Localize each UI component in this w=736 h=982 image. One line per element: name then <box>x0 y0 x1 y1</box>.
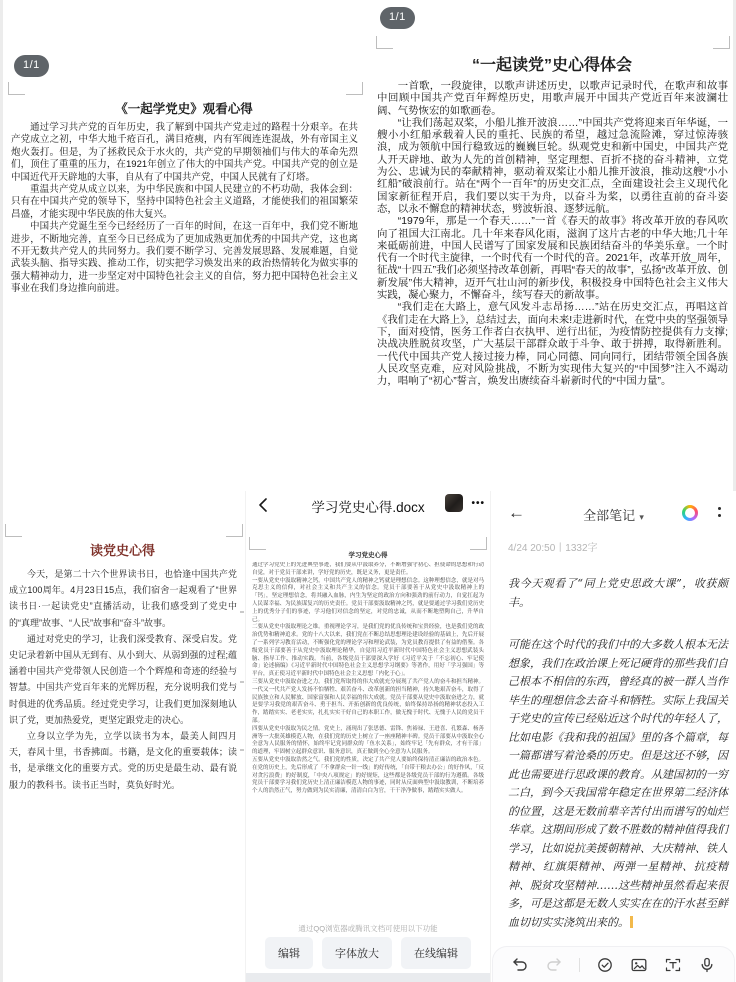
doc-preview <box>252 550 484 908</box>
text-style-icon[interactable] <box>664 957 682 973</box>
paragraph: 通过学习党史上的先进典型事迹，我们要从中汲取养分，不断增强守初心、担使命的思想和行动自觉，对于党员干部来讲，学好党的历史，既是义务，更是责任。 <box>252 562 484 576</box>
page-title: “一起读党”史心得体会 <box>471 57 632 74</box>
page-photo-read-notes <box>368 0 736 491</box>
note-body[interactable] <box>508 575 728 932</box>
paragraph: 通过对党史的学习，让我们深受教育、深受启发。党史记录着新中国从无到有、从小到大、从弱到强的过程;蕴涵着中国共产党带领人民创造一个个辉煌和奇迹的经验与智慧。中国共产党百年来的光辉历程，充分说明我们党与时俱进的优秀品质。经过党史学习，让我们更加深刻地认识了党，更加热爱党，更坚定跟党走的决心。 <box>9 633 237 725</box>
toolbar-divider <box>579 958 580 972</box>
crop-corner-icon <box>376 36 393 49</box>
paragraph: 通过学习共产党的百年历史，我了解到中国共产党走过的路程十分艰辛。在共产党成立之初，中华大地千疮百孔，满目疮痍，内有军阀连连混战，外有帝国主义炮火轰打。但是，为了拯救民众于水火的，共产党的早期领袖们与伟大的革命先烈们，顶住了重重的压力，在1921年创立了伟大的中国共产党。中国共产党的创立是中国近代开天辟地的大事，自从有了中国共产党，中国人民就有了灯塔。 <box>11 122 358 183</box>
page-count-badge: 1/1 <box>14 55 49 77</box>
paragraph: “我们走在大路上，意气风发斗志昂扬……”站在历史交汇点，再唱这首《我们走在大路上》，总结过去，面向未来!走进新时代，在党中央的坚强领导下，面对疫情，医务工作者白衣执甲、逆行出征，为疫情防控提供有力支撑;决战决胜脱贫攻坚，广大基层干部群众敢于斗争、敢于拼搏，取得新胜利。一代代中国共产党人接过接力棒，同心同德、同向同行，团结带领全国各族人民攻坚克难，应对风险挑战，不断为实现伟大复兴的“中国梦”注入不竭动力，唱响了“初心”誓言，焕发出赓续奋斗崭新时代的“中国力量”。 <box>377 302 728 388</box>
text-cursor <box>630 916 633 928</box>
doc-inner-title: 学习党史心得 <box>348 552 388 559</box>
page-count-badge: 1/1 <box>380 7 415 29</box>
page-edge-tick <box>240 611 244 613</box>
folder-label: 全部笔记 <box>583 509 636 524</box>
paragraph: 一要从党史中汲取精神之钙。中国共产党人的精神之钙就是理想信念。这种理想信念，就是对马克思主义的信仰，对社会主义和共产主义的信念。党员干部要善于从党史中汲取精神上的「钙」，坚定理想信念，将其融入血脉，内生为坚定的政治方向和强劲的前行动力，自觉扛起为人民谋幸福、为民族谋复兴的历史责任。党员干部要汲取精神之钙，就是要通过学习我们党历史上的优秀分子们的事迹，学习他们对信念的坚定，对党的忠诚，从而不断地塑陶自己，升华自己。 <box>252 577 484 623</box>
notes-header <box>491 503 736 527</box>
redo-icon[interactable] <box>545 957 563 973</box>
page-title: 《一起学党史》观看心得 <box>115 102 253 116</box>
viewer-button-row <box>246 937 490 969</box>
doc-viewer-header <box>246 491 490 525</box>
edit-button[interactable]: 编辑 <box>265 937 313 969</box>
crop-corner-icon <box>5 524 22 537</box>
crop-corner-icon <box>713 36 730 49</box>
paragraph: 三要从党史中汲取奋进之力。我们党所取得的伟大成就充分展现了共产党人的奋斗和担当精神。一代又一代共产党人发扬不怕牺牲、艰苦奋斗、改革创新的担当精神，持久地艰苦奋斗，取得了民族独立和人民解放、国家富强和人民幸福的伟大成就。党员干部要从党史中汲取奋进之力，就是要学习我党的艰苦奋斗、勇于担当、开拓创新的优良传统，始终保持昂扬的精神状态投入工作，踏踏实实、老老实实，扎扎实实干好自己的本职工作，做无愧于时代、无愧于人民的党员干部。 <box>252 678 484 724</box>
back-arrow-icon[interactable]: ← <box>508 503 525 522</box>
chevron-down-icon: ▾ <box>639 513 644 523</box>
page-photo-watch-notes <box>0 0 368 491</box>
page-photo-reading-reflection <box>0 491 245 982</box>
paragraph: “让我们荡起双桨，小船儿推开波浪……”中国共产党将迎来百年华诞，一艘小小红船承载着人民的重托、民族的希望，越过急流险滩，穿过惊涛骇浪，成为领航中国行稳致远的巍巍巨轮。纵观党史和新中国史，中国共产党人开天辟地、敢为人先的首创精神，坚定理想、百折不挠的奋斗精神，立党为公、忠诚为民的奉献精神，驱动着双桨让小船儿推开波浪，推动这艘“小小红船”破浪前行。站在“两个一百年”的历史交汇点，全面建设社会主义现代化国家新征程开启，我们要以实干为舟，以奋斗为桨，以勇往直前的奋斗姿态，以永不懈怠的精神状态，劈波斩浪、逐梦远航。 <box>377 117 728 215</box>
doc-viewer-app <box>245 491 490 982</box>
notes-app <box>490 491 736 982</box>
paragraph: “1979年，那是一个春天……”一首《春天的故事》将改革开放的春风吹向了祖国大江南北。几十年来春风化雨，滋润了这片古老的中华大地;几十年来砥砺前进，中国人民谱写了国家发展和民族团结奋斗的华美乐章。一个时代有一个时代主旋律，一个时代有一个时代的音。2021年，改革开放_周年，征战“十四五”我们必须坚持改革创新，再唱“春天的故事”，弘扬“改革开放、创新发展”伟大精神，迈开气壮山河的新步伐，积极投身中国特色社会主义伟大实践，凝心聚力，不懈奋斗，续写春天的新故事。 <box>377 216 728 302</box>
feature-hint-text: 通过QQ浏览器或腾讯文档可使用以下功能 <box>298 924 438 933</box>
paragraph: 我今天观看了“同上党史思政大课”，收获颇丰。 <box>508 577 728 609</box>
paragraph: 五要从党史中汲取浩然之气。我们党的性质，决定了共产党人要始终保持清正廉洁的政治本色。在党的历史上，先后形成了「不拿群众一针一线」的好传统，「自带干粮去办公」的好作风，「反对贪污浪费」的好制度，「中央八项规定」的好规矩，这些都是各级党员干部的行为遵循。各级党员干部要学习我们党历史上清正廉洁模范人物的事迹，同时从反面典型中汲取教训，不断培养个人的浩然正气，努力做到为民实清廉，清清白白为官，干干净净做事，踏踏实实做人。 <box>252 756 484 795</box>
font-zoom-button[interactable]: 字体放大 <box>322 937 392 969</box>
page-body <box>0 117 368 296</box>
crop-corner-icon <box>226 524 243 537</box>
paragraph: 可能在这个时代的我们中的大多数人根本无法想象，我们在政治课上死记硬背的那些我们自己根本不相信的东西，曾经真的被一群人当作毕生的理想信念去奋斗和牺牲。实际上我国关于党史的宣传已经贴近这个时代的年轻人了，比如电影《我和我的祖国》里的各个篇章，每一篇都谱写着沧桑的历史。但是这还不够，因此也需要进行思政课的教育。从建国初的一穷二白，到今天我国常年稳定在世界第二经济体的位置，这是无数前辈辛苦付出而谱写的灿烂华章。这期间形成了数不胜数的精神值得我们学习，比如说抗美援朝精神、大庆精神、铁人精神、红旗渠精神、两弹一星精神、抗疫精神、脱贫攻坚精神……这些精神虽然看起来很多，可是这都是无数人实实在在的汗水甚至鲜血切切实实浇筑出来的。 <box>508 638 728 929</box>
undo-icon[interactable] <box>511 957 529 973</box>
notes-folder-dropdown[interactable] <box>491 505 736 524</box>
note-meta: 4/24 20:50丨1332字 <box>508 543 598 554</box>
paragraph: 立身以立学为先，立学以读书为本，最美人间四月天，春风十里，书香拂面。书籍，是文化的重要载体；读书，是承继文化的重要方式。党的历史是最生动、最有说服力的教科书。读书正当时，莫负好时光。 <box>9 731 237 790</box>
crop-corner-icon <box>470 537 487 550</box>
paragraph: 中国共产党诞生至今已经经历了一百年的时间，在这一百年中，我们党不断地进步，不断地完善，直至今日已经成为了更加成熟更加优秀的中国共产党，这也离不开无数共产党人的共同努力。我们要不断学习、完善发展思路、发展难题，自觉武装头脑、指导实践、推动工作，切实把学习焕发出来的政治热情转化为做实事的强大精神动力，进一步坚定对中国特色社会主义的自信，努力把中国特色社会主义事业在我们身边推向前进。 <box>11 221 358 295</box>
page-body <box>0 559 245 793</box>
page-body <box>368 75 736 388</box>
image-icon[interactable] <box>630 957 648 973</box>
doc-thumbnail[interactable] <box>445 494 463 512</box>
crop-corner-icon <box>346 82 363 95</box>
doc-preview-body <box>252 562 484 908</box>
crop-corner-icon <box>8 82 25 95</box>
page-edge-tick <box>240 681 244 683</box>
more-menu-icon[interactable]: ••• <box>471 498 485 509</box>
assistant-ring-icon[interactable] <box>682 505 698 521</box>
paragraph: 一首歌，一段旋律，以歌声讲述历史，以歌声记录时代，在歌声和故事中回顾中国共产党百年辉煌历史，用歌声展开中国共产党近百年来波澜壮阔、气势恢宏的如歌画卷。 <box>377 81 728 117</box>
more-menu-icon[interactable] <box>718 505 721 517</box>
crop-corner-icon <box>249 537 266 550</box>
page-edge-tick <box>240 749 244 751</box>
voice-input-icon[interactable] <box>698 957 716 973</box>
todo-check-icon[interactable] <box>596 957 614 973</box>
notes-toolbar <box>493 947 734 982</box>
page-edge <box>0 491 3 982</box>
paragraph: 二要从党史中汲取理论之维。重视理论学习，是我们党的优良传统和宝贵经验，也是我们党的政治优势和精神追求。党的十八大以来，我们党在不断总结思想理论建设经验的基础上，先后开展了一系列学习教育活动，不断强化党的理论学习和理论武装，为党员教育提供了有益的借鉴。各级党员干部要善于从党史中汲取理论精华，自觉用习近平新时代中国特色社会主义思想武装头脑、指导工作、推动实践。当前，各级党员干部要深入学好《习近平关于「不忘初心、牢记使命」论述摘编》《习近平新时代中国特色社会主义思想学习纲要》等著作，用好「学习强国」等平台，真正使习近平新时代中国特色社会主义思想「内化于心」。 <box>252 624 484 678</box>
page-edge <box>0 0 3 491</box>
bottom-strip <box>246 973 490 982</box>
paragraph: 四要从党史中汲取为民之情。党史上，涌现出了张思德、雷锋、焦裕禄、王进喜、孔繁森、杨善洲等一大批英雄模范人物，在我们党的历史上树立了一座座精神丰碑。党员干部要从中汲取全心全意为人民服务的情怀，始终牢记党同群众的「鱼水关系」，始终牢记「先有群众，才有干部」的道理，牢固树立起群众意识、服务意识，真正做到全心全意为人民服务。 <box>252 725 484 756</box>
doc-filename: 学习党史心得.docx <box>311 500 425 515</box>
page-title: 读党史心得 <box>89 543 155 558</box>
online-edit-button[interactable]: 在线编辑 <box>401 937 471 969</box>
paragraph: 重温共产党从成立以来，为中华民族和中国人民建立的不朽功勋，我体会到：只有在中国共产党的领导下，坚持中国特色社会主义道路，才能使我们的祖国繁荣昌盛，才能实现中华民族的伟大复兴。 <box>11 184 358 220</box>
paragraph: 今天，是第二十六个世界读书日，也恰逢中国共产党成立100周年。4月23日15点，我们宿舍一起观看了“世界读书日·一起读党史”直播活动，让我们感受到了党史中的“真理”故事、“人民”故事和“奋斗”故事。 <box>9 569 237 628</box>
